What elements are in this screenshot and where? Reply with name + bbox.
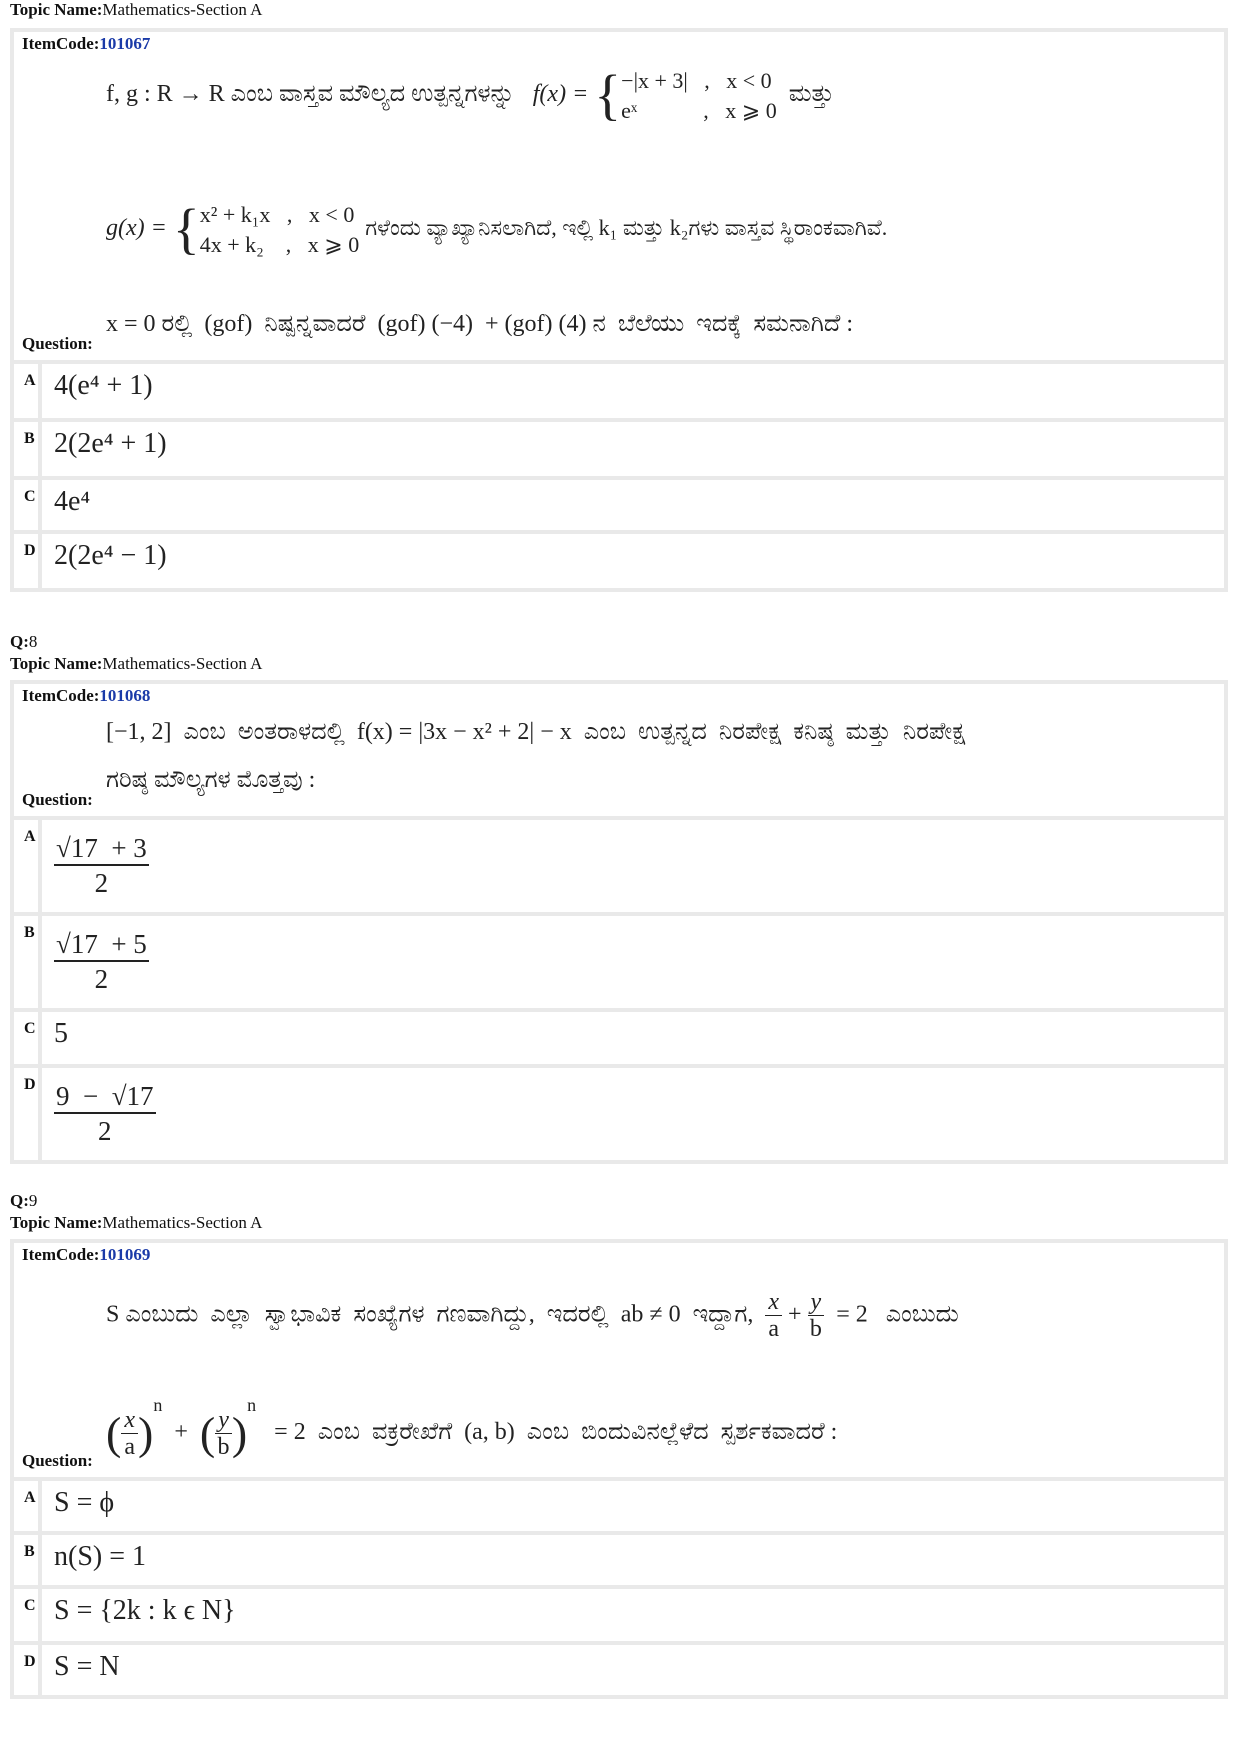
brace-icon: {: [172, 198, 200, 261]
option-letter: D: [14, 534, 42, 588]
option-row[interactable]: [14, 480, 1224, 530]
option-value: 4e⁴: [54, 486, 91, 517]
qno-label: Q:: [10, 632, 29, 651]
topic-line: [10, 1213, 262, 1233]
fraction: [765, 1289, 782, 1343]
option-value: 2(2e⁴ + 1): [54, 428, 167, 459]
fraction-numerator: √17 + 5: [54, 928, 149, 962]
piecewise-case: 4x + k₂ , x ⩾ 0: [199, 231, 360, 257]
fraction-denominator: a: [124, 1433, 135, 1460]
question-stem-line: [106, 716, 1210, 748]
stem-math: = 2: [836, 1301, 868, 1328]
option-row[interactable]: [14, 916, 1224, 1008]
option-row[interactable]: [14, 820, 1224, 912]
fraction-denominator: 2: [94, 964, 109, 995]
question-stem-line: [106, 308, 1210, 340]
paren-icon: ): [231, 1407, 248, 1459]
option-row[interactable]: [14, 1481, 1224, 1531]
stem-text: = 2 ಎಂಬ ವಕ್ರರೇಖೆಗೆ (a, b) ಎಂಬ ಬಿಂದುವಿನಲ್ಲೆಳೆದ ಸ್ಪರ್ಶಕವಾದರೆ :: [274, 1419, 838, 1445]
option-value: 4(e⁴ + 1): [54, 370, 153, 401]
qno-label: Q:: [10, 1191, 29, 1210]
question-number: [10, 1191, 37, 1211]
stem-text: ಗಳೆಂದು ವ್ಯಾಖ್ಯಾನಿಸಲಾಗಿದೆ, ಇಲ್ಲಿ k₁ ಮತ್ತು k₂ಗಳು ವಾಸ್ತವ ಸ್ಥಿರಾಂಕವಾಗಿವೆ.: [365, 215, 888, 241]
paren-icon: (: [106, 1407, 122, 1459]
topic-value: Mathematics-Section A: [102, 0, 263, 19]
option-letter: D: [14, 1068, 42, 1160]
option-row[interactable]: [14, 1645, 1224, 1695]
option-value: 5: [54, 1018, 68, 1049]
stem-text: S ಎಂಬುದು ಎಲ್ಲಾ ಸ್ವಾಭಾವಿಕ ಸಂಖ್ಯೆಗಳ ಗಣವಾಗಿದ್ದು, ಇದರಲ್ಲಿ ab ≠ 0 ಇದ್ದಾಗ,: [106, 1301, 754, 1328]
paren-icon: (: [199, 1407, 216, 1459]
fraction: [121, 1407, 138, 1461]
stem-text: f, g : R → R ಎಂಬ ವಾಸ್ತವ ಮೌಲ್ಯದ ಉತ್ಪನ್ನಗಳನ್ನು: [106, 81, 515, 108]
question-stem-line: S ಎಂಬುದು ಎಲ್ಲಾ ಸ್ವಾಭಾವಿಕ ಸಂಖ್ಯೆಗಳ ಗಣವಾಗಿದ್ದು, ಇದರಲ್ಲಿ ab ≠ 0 ಇದ್ದಾಗ, $\frac{x}{a}$ + $\frac{y}{b}$ = 2 ಎಂಬುದು: [106, 1289, 959, 1343]
item-code: [22, 1245, 150, 1265]
item-code-value: 101068: [99, 686, 151, 705]
piecewise-case: eˣ , x ⩾ 0: [621, 97, 777, 123]
question-stem-line: [106, 200, 1210, 259]
question-label: Question:: [22, 334, 93, 353]
question-stem-line: ( $\frac{x}{a}$ )$^n$ + ( $\frac{y}{b}$ )$^n$ = 2 ಎಂಬ ವಕ್ರರೇಖೆಗೆ (a, b) ಎಂಬ ಬಿಂದುವಿನಲ್ಲೆಳೆದ ಸ್ಪರ್ಶಕವಾದರೆ :: [106, 1395, 838, 1460]
fraction-numerator: √17 + 3: [54, 832, 149, 866]
fraction-denominator: 2: [94, 868, 109, 899]
item-code: [22, 686, 150, 706]
qno-value: 8: [28, 632, 38, 651]
option-value: S = N: [54, 1651, 120, 1682]
item-code-label: ItemCode:: [22, 686, 100, 705]
fraction: [808, 1289, 825, 1343]
option-letter: C: [14, 1589, 42, 1641]
piecewise: [621, 66, 777, 125]
exponent: n: [153, 1395, 163, 1415]
piecewise-case: −|x + 3| , x < 0: [621, 68, 772, 93]
fraction-numerator: x: [765, 1289, 782, 1316]
item-code-value: 101069: [99, 1245, 151, 1264]
question-number: [10, 632, 37, 652]
fraction: [54, 928, 149, 997]
topic-value: Mathematics-Section A: [102, 654, 263, 673]
option-value: [42, 820, 149, 912]
option-letter: A: [14, 1481, 42, 1531]
topic-value: Mathematics-Section A: [102, 1213, 263, 1232]
option-row[interactable]: [14, 364, 1224, 418]
fraction-numerator: x: [121, 1407, 138, 1434]
topic-label: Topic Name:: [10, 1213, 103, 1232]
fraction-numerator: 9 − √17: [54, 1080, 156, 1114]
option-letter: B: [14, 1535, 42, 1585]
fraction-denominator: b: [217, 1433, 230, 1460]
question-label: Question:: [22, 790, 93, 809]
piecewise: [200, 200, 360, 259]
option-row[interactable]: [14, 1012, 1224, 1064]
stem-text: x = 0 ರಲ್ಲಿ (gof) ನಿಷ್ಪನ್ನವಾದರೆ (gof) (−4) + (gof) (4) ನ ಬೆಲೆಯು ಇದಕ್ಕೆ ಸಮನಾಗಿದೆ :: [106, 311, 854, 337]
topic-line: [10, 0, 262, 20]
stem-text: ಎಂಬುದು: [885, 1301, 959, 1328]
stem-text: [−1, 2] ಎಂಬ ಅಂತರಾಳದಲ್ಲಿ f(x) = |3x − x² + 2| − x ಎಂಬ ಉತ್ಪನ್ನದ ನಿರಪೇಕ್ಷ ಕನಿಷ್ಠ ಮತ್ತು ನಿರಪೇಕ್ಷ: [106, 719, 966, 745]
option-letter: A: [14, 820, 42, 912]
option-value: n(S) = 1: [54, 1541, 147, 1572]
question-block: [10, 680, 1228, 1164]
option-value: S = ϕ: [54, 1487, 115, 1518]
option-letter: B: [14, 916, 42, 1008]
item-code-value: 101067: [99, 34, 151, 53]
option-row[interactable]: [14, 422, 1224, 476]
stem-math: g(x) =: [106, 215, 167, 242]
item-code-label: ItemCode:: [22, 1245, 100, 1264]
question-cell: [14, 1243, 1224, 1477]
topic-label: Topic Name:: [10, 0, 103, 19]
topic-label: Topic Name:: [10, 654, 103, 673]
topic-line: [10, 654, 262, 674]
paren-icon: ): [137, 1407, 154, 1459]
option-row[interactable]: [14, 1589, 1224, 1641]
question-stem-line: [106, 764, 1210, 796]
option-row[interactable]: [14, 1535, 1224, 1585]
stem-text: ಗರಿಷ್ಠ ಮೌಲ್ಯಗಳ ಮೊತ್ತವು :: [106, 767, 316, 793]
option-row[interactable]: [14, 534, 1224, 588]
piecewise-case: x² + k₁x , x < 0: [199, 202, 355, 227]
option-letter: C: [14, 480, 42, 530]
question-stem-line: [106, 66, 1210, 125]
question-block: [10, 28, 1228, 592]
qno-value: 9: [28, 1191, 38, 1210]
option-letter: C: [14, 1012, 42, 1064]
question-cell: [14, 32, 1224, 360]
option-value: S = {2k : k ϵ N}: [54, 1595, 236, 1626]
fraction-denominator: b: [809, 1316, 822, 1343]
fraction-denominator: a: [768, 1316, 779, 1343]
option-row[interactable]: [14, 1068, 1224, 1160]
stem-text: ಮತ್ತು: [788, 81, 834, 108]
fraction-denominator: 2: [98, 1116, 112, 1147]
brace-icon: {: [594, 64, 622, 127]
stem-math: f(x) =: [532, 81, 589, 108]
fraction-numerator: y: [808, 1289, 825, 1316]
exponent: n: [247, 1395, 257, 1415]
option-value: [42, 916, 149, 1008]
option-value: [42, 1068, 156, 1160]
question-label: Question:: [22, 1451, 93, 1470]
option-letter: A: [14, 364, 42, 418]
question-block: [10, 1239, 1228, 1699]
fraction: [215, 1407, 232, 1461]
option-letter: D: [14, 1645, 42, 1695]
fraction: [54, 832, 149, 901]
fraction: [54, 1080, 156, 1149]
option-value: 2(2e⁴ − 1): [54, 540, 167, 571]
fraction-numerator: y: [215, 1407, 232, 1434]
question-cell: [14, 684, 1224, 816]
item-code-label: ItemCode:: [22, 34, 100, 53]
option-letter: B: [14, 422, 42, 476]
item-code: [22, 34, 150, 54]
